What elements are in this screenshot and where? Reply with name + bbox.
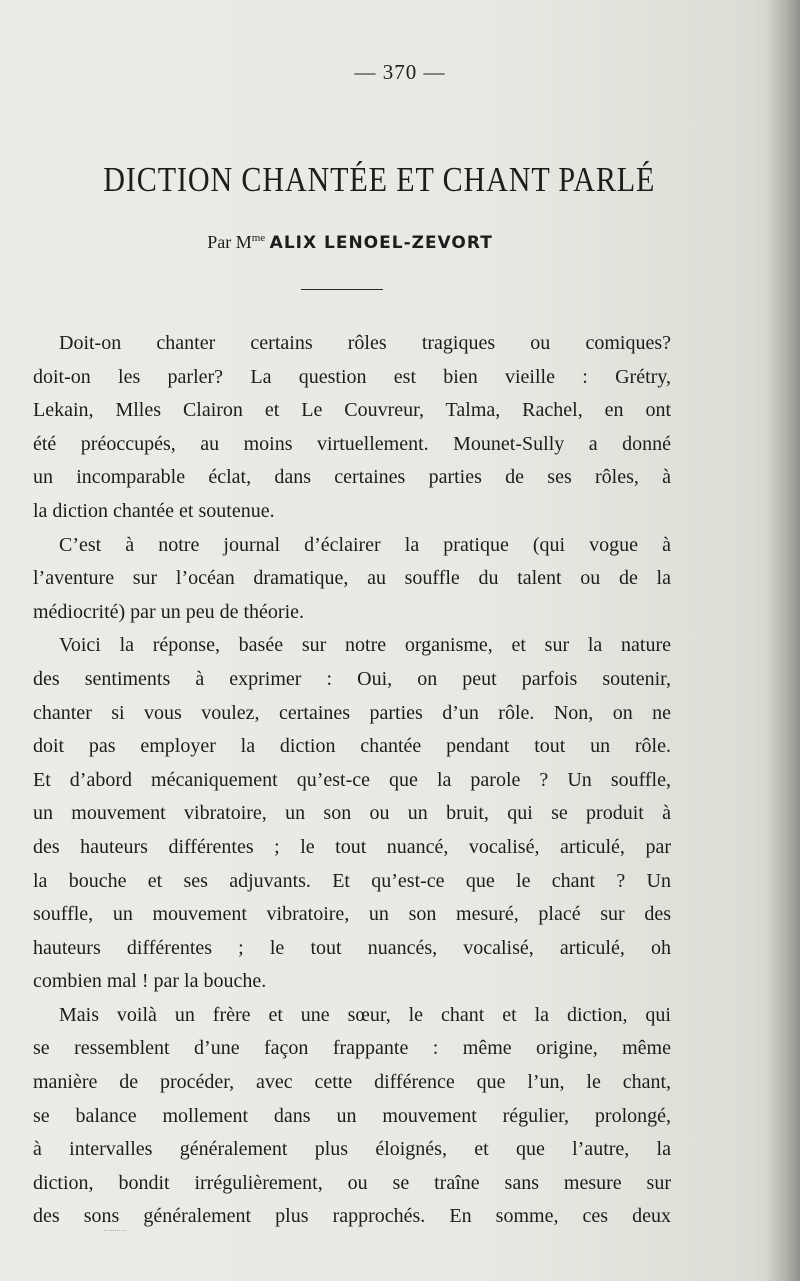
text-line: combien mal ! par la bouche. bbox=[33, 970, 267, 993]
text-line: un incomparable éclat, dans certaines parties de ses rôles, à bbox=[33, 466, 671, 489]
text-line: la bouche et ses adjuvants. Et qu’est-ce que le chant ? Un bbox=[33, 869, 671, 892]
byline bbox=[0, 232, 700, 253]
text-line: la diction chantée et soutenue. bbox=[33, 499, 275, 522]
print-smudge bbox=[104, 1230, 126, 1241]
text-line: Et d’abord mécaniquement qu’est-ce que la parole ? Un souffle, bbox=[33, 768, 671, 791]
text-line: Mais voilà un frère et une sœur, le chant et la diction, qui bbox=[59, 1003, 671, 1026]
text-line: se ressemblent d’une façon frappante : même origine, même bbox=[33, 1037, 671, 1060]
text-line: l’aventure sur l’océan dramatique, au souffle du talent ou de la bbox=[33, 567, 671, 590]
title-divider bbox=[301, 289, 383, 290]
byline-prefix: Par M bbox=[207, 232, 252, 252]
article-title: DICTION CHANTÉE ET CHANT PARLÉ bbox=[103, 160, 656, 199]
text-line: souffle, un mouvement vibratoire, un son mesuré, placé sur des bbox=[33, 903, 671, 926]
text-line: un mouvement vibratoire, un son ou un bruit, qui se produit à bbox=[33, 802, 671, 825]
text-line: médiocrité) par un peu de théorie. bbox=[33, 600, 304, 623]
text-line: Lekain, Mlles Clairon et Le Couvreur, Talma, Rachel, en ont bbox=[33, 399, 671, 422]
text-line: doit pas employer la diction chantée pendant tout un rôle. bbox=[33, 735, 671, 758]
page-binding-shadow bbox=[766, 0, 800, 1281]
text-line: chanter si vous voulez, certaines parties d’un rôle. Non, on ne bbox=[33, 701, 671, 724]
page-number: — 370 — bbox=[354, 60, 446, 84]
text-line: C’est à notre journal d’éclairer la pratique (qui vogue à bbox=[59, 533, 671, 556]
text-line: des sentiments à exprimer : Oui, on peut parfois soutenir, bbox=[33, 667, 671, 690]
text-line: Doit-on chanter certains rôles tragiques ou comiques? bbox=[59, 332, 671, 354]
text-line: diction, bondit irrégulièrement, ou se traîne sans mesure sur bbox=[33, 1171, 671, 1194]
text-line: se balance mollement dans un mouvement régulier, prolongé, bbox=[33, 1104, 671, 1127]
text-line: hauteurs différentes ; le tout nuancés, vocalisé, articulé, oh bbox=[33, 936, 671, 959]
text-line: Voici la réponse, basée sur notre organisme, et sur la nature bbox=[59, 634, 671, 657]
text-line: doit-on les parler? La question est bien vieille : Grétry, bbox=[33, 365, 671, 388]
text-line: manière de procéder, avec cette différence que l’un, le chant, bbox=[33, 1071, 671, 1094]
text-line: été préoccupés, au moins virtuellement. Mounet-Sully a donné bbox=[33, 432, 671, 455]
byline-title-sup: me bbox=[251, 232, 266, 244]
text-line: des hauteurs différentes ; le tout nuancé, vocalisé, articulé, par bbox=[33, 835, 671, 858]
author-name: ALIX LENOEL-ZEVORT bbox=[269, 233, 493, 253]
article-body bbox=[33, 327, 671, 1234]
text-line: des sons généralement plus rapprochés. En somme, ces deux bbox=[33, 1205, 671, 1228]
text-line: à intervalles généralement plus éloignés, et que l’autre, la bbox=[33, 1138, 671, 1161]
